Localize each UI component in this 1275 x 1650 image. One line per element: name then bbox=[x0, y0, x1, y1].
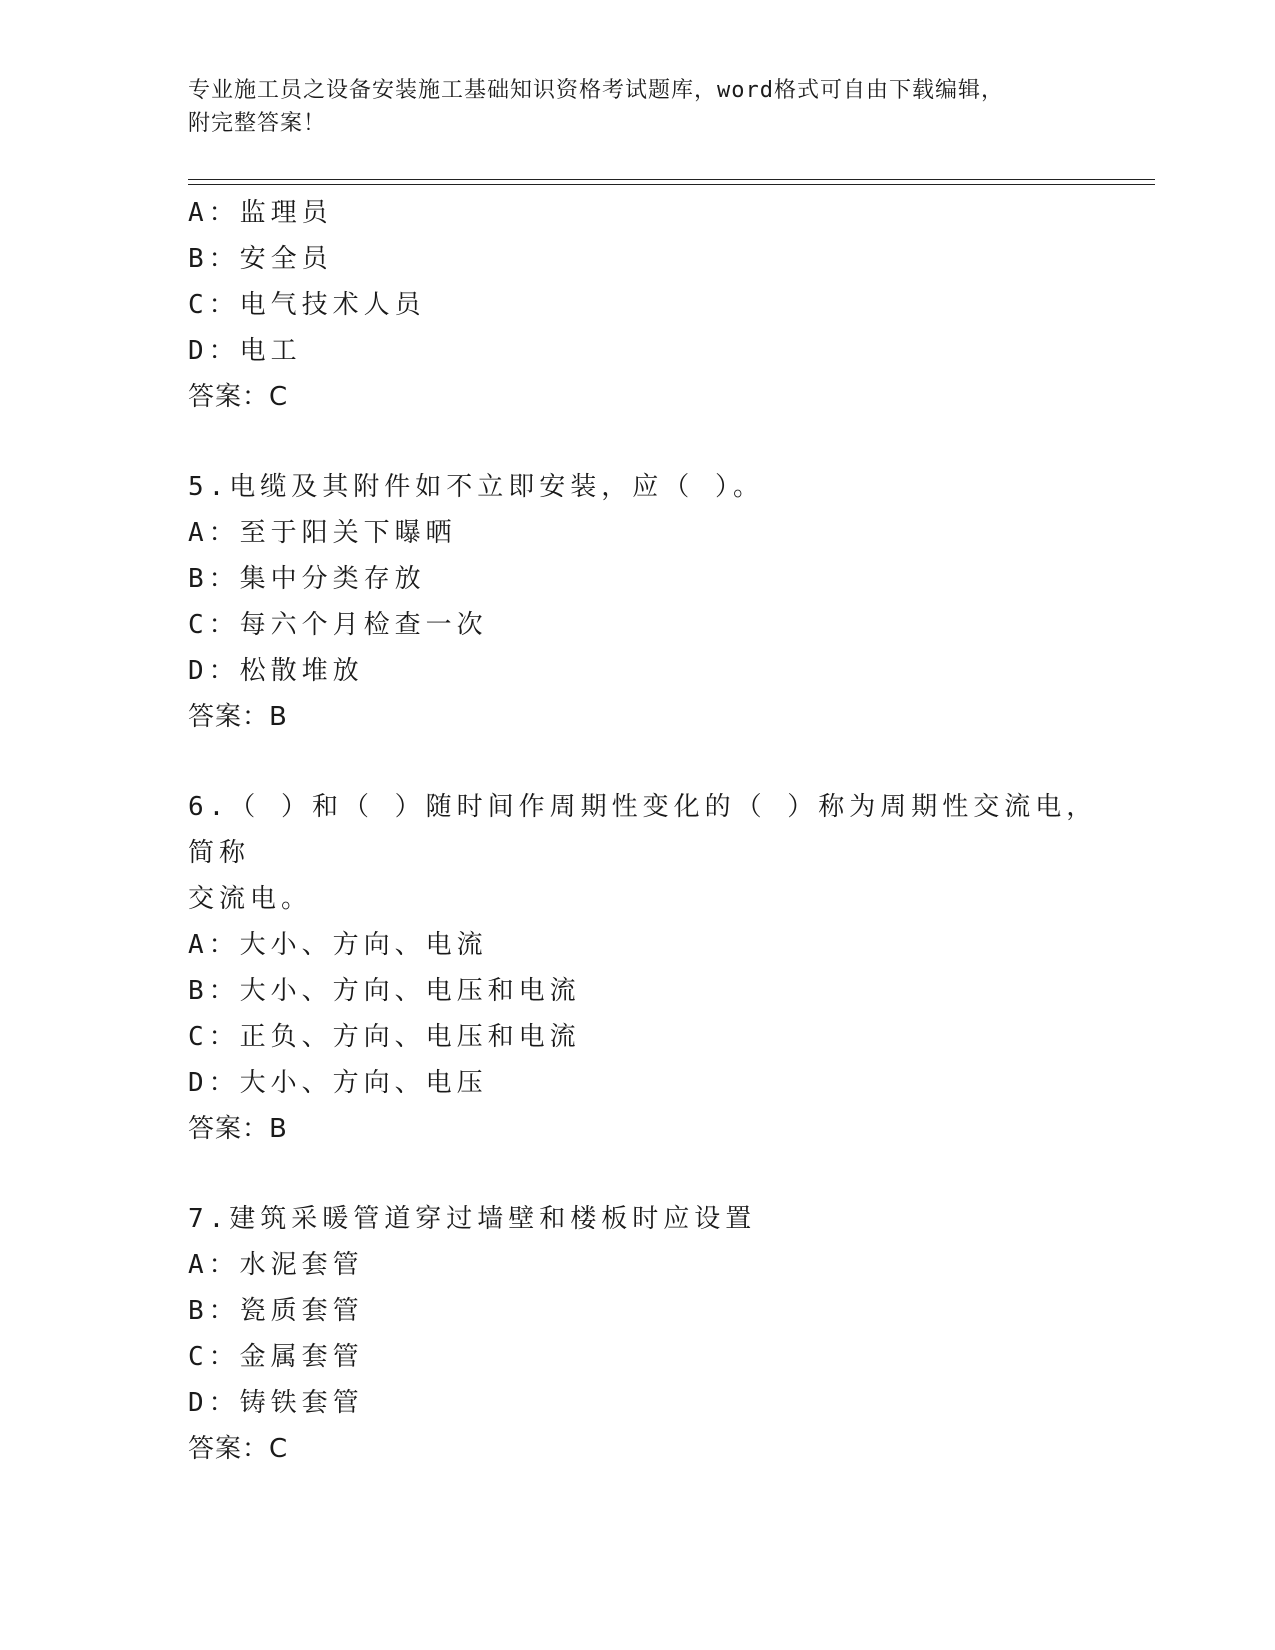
option-label: B： bbox=[188, 564, 240, 594]
option-label: B： bbox=[188, 976, 240, 1006]
option-text: 至于阳关下曝晒 bbox=[239, 518, 457, 548]
question-7 bbox=[188, 1196, 1128, 1472]
header-divider-bottom bbox=[188, 184, 1155, 185]
option-c bbox=[188, 282, 1128, 328]
question-text-line-1: 6.（ ）和（ ）随时间作周期性变化的（ ）称为周期性交流电，简称 bbox=[188, 792, 1098, 868]
option-label: D： bbox=[188, 1388, 240, 1418]
option-label: C： bbox=[188, 610, 240, 640]
option-text: 瓷质套管 bbox=[239, 1296, 364, 1326]
answer: 答案：C bbox=[188, 1434, 289, 1464]
option-b bbox=[188, 236, 1128, 282]
option-text: 大小、方向、电压 bbox=[239, 1068, 488, 1098]
option-text: 集中分类存放 bbox=[239, 564, 426, 594]
spacer bbox=[188, 1152, 1128, 1196]
answer: 答案：B bbox=[188, 1114, 288, 1144]
spacer bbox=[188, 740, 1128, 784]
option-a bbox=[188, 922, 1128, 968]
header-divider-top bbox=[188, 179, 1155, 180]
option-c bbox=[188, 1334, 1128, 1380]
option-d bbox=[188, 1060, 1128, 1106]
option-label: C： bbox=[188, 1022, 240, 1052]
option-a bbox=[188, 510, 1128, 556]
option-text: 水泥套管 bbox=[239, 1250, 364, 1280]
question-6 bbox=[188, 784, 1128, 1152]
option-d bbox=[188, 328, 1128, 374]
option-d bbox=[188, 1380, 1128, 1426]
spacer bbox=[188, 420, 1128, 464]
option-a bbox=[188, 1242, 1128, 1288]
answer: 答案：B bbox=[188, 702, 288, 732]
question-5 bbox=[188, 464, 1128, 740]
option-text: 监理员 bbox=[239, 198, 333, 228]
option-b bbox=[188, 968, 1128, 1014]
option-label: A： bbox=[188, 198, 240, 228]
option-text: 正负、方向、电压和电流 bbox=[239, 1022, 581, 1052]
answer: 答案：C bbox=[188, 382, 289, 412]
option-label: D： bbox=[188, 656, 240, 686]
header-line-2: 附完整答案！ bbox=[188, 111, 327, 136]
option-text: 松散堆放 bbox=[239, 656, 364, 686]
option-text: 铸铁套管 bbox=[239, 1388, 364, 1418]
option-text: 电气技术人员 bbox=[239, 290, 426, 320]
option-b bbox=[188, 1288, 1128, 1334]
question-text: 5.电缆及其附件如不立即安装，应（ ）。 bbox=[188, 472, 764, 502]
option-c bbox=[188, 602, 1128, 648]
option-label: A： bbox=[188, 1250, 240, 1280]
option-label: D： bbox=[188, 336, 240, 366]
option-text: 安全员 bbox=[239, 244, 333, 274]
option-text: 电工 bbox=[239, 336, 302, 366]
option-label: B： bbox=[188, 244, 240, 274]
document-header bbox=[188, 74, 1088, 140]
option-label: C： bbox=[188, 1342, 240, 1372]
question-text: 7.建筑采暖管道穿过墙壁和楼板时应设置 bbox=[188, 1204, 757, 1234]
option-label: D： bbox=[188, 1068, 240, 1098]
option-label: A： bbox=[188, 518, 240, 548]
option-c bbox=[188, 1014, 1128, 1060]
question-list bbox=[188, 190, 1128, 1472]
option-label: A： bbox=[188, 930, 240, 960]
question-text-line-2: 交流电。 bbox=[188, 884, 313, 914]
option-text: 每六个月检查一次 bbox=[239, 610, 488, 640]
option-text: 金属套管 bbox=[239, 1342, 364, 1372]
option-text: 大小、方向、电压和电流 bbox=[239, 976, 581, 1006]
question-4 bbox=[188, 190, 1128, 420]
option-d bbox=[188, 648, 1128, 694]
header-line-1: 专业施工员之设备安装施工基础知识资格考试题库，word格式可自由下载编辑， bbox=[188, 78, 1004, 103]
option-label: B： bbox=[188, 1296, 240, 1326]
option-b bbox=[188, 556, 1128, 602]
option-a bbox=[188, 190, 1128, 236]
option-label: C： bbox=[188, 290, 240, 320]
option-text: 大小、方向、电流 bbox=[239, 930, 488, 960]
